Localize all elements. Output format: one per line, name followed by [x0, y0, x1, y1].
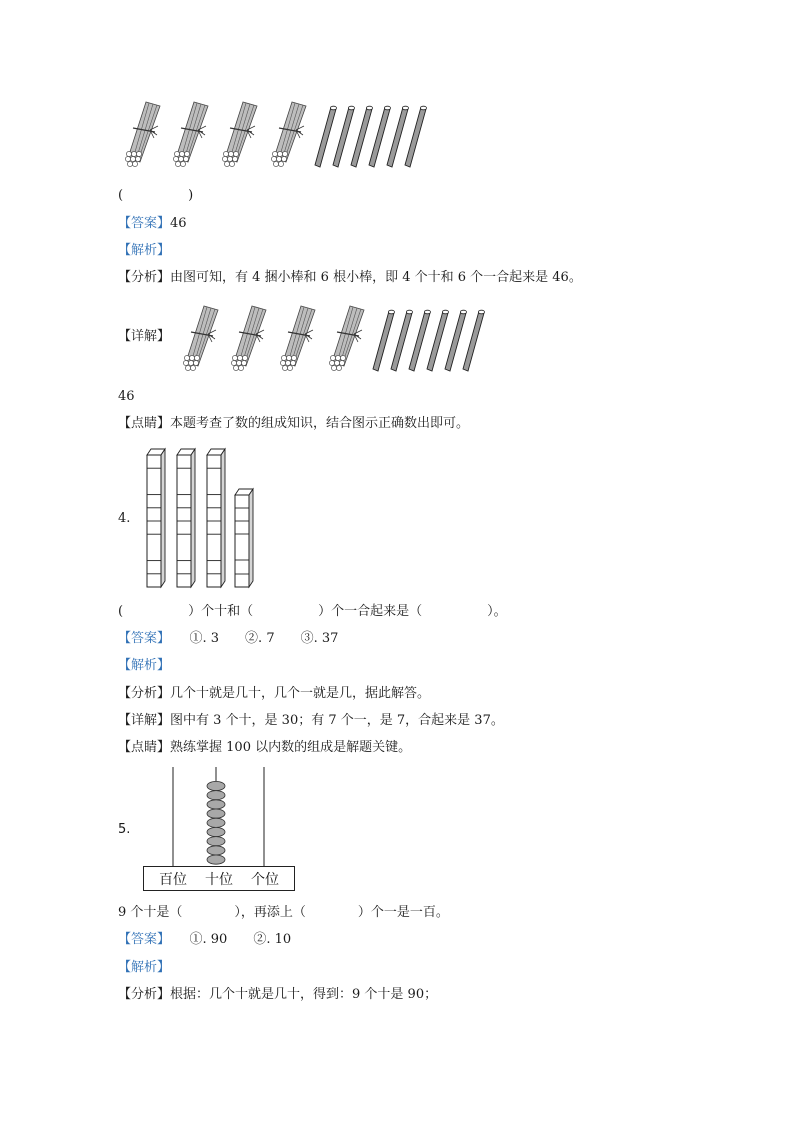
- q4-xiangjie: [118, 713, 504, 729]
- answer-value: ①. 3 ②. 7 ③. 37: [163, 631, 339, 646]
- q4-answer: [118, 631, 338, 647]
- fenxi-label: 【分析】: [118, 987, 171, 1002]
- q5-prompt: 9 个十是（ ），再添上（ ）个一是一百。: [118, 905, 449, 920]
- q3-xiangjie-label: 【详解】: [118, 329, 171, 344]
- q5-fenxi: [118, 987, 437, 1003]
- place-tens: 十位: [205, 871, 233, 888]
- sticks-figure-q3: [120, 96, 440, 171]
- fenxi-label: 【分析】: [118, 686, 171, 701]
- answer-label: 【答案】: [118, 932, 164, 947]
- dianjing-label: 【点睛】: [118, 416, 171, 431]
- q3-dianjing: [118, 416, 469, 432]
- q3-answer: [118, 216, 187, 232]
- answer-value: ①. 90 ②. 10: [163, 932, 292, 947]
- fenxi-label: 【分析】: [118, 270, 171, 285]
- q3-analysis-label: 【解析】: [118, 243, 171, 258]
- q3-blank: ( ): [118, 188, 194, 203]
- abacus-figure: [143, 765, 295, 867]
- answer-label: 【答案】: [118, 631, 164, 646]
- dianjing-text: 本题考查了数的组成知识，结合图示正确数出即可。: [170, 416, 470, 431]
- place-hundreds: 百位: [159, 871, 187, 888]
- dianjing-label: 【点睛】: [118, 740, 171, 755]
- q5-number: 5.: [118, 822, 131, 837]
- sticks-figure-q3-detail: [178, 300, 498, 375]
- abacus-place-labels: [143, 866, 295, 891]
- dianjing-text: 熟练掌握 100 以内数的组成是解题关键。: [170, 740, 412, 755]
- q4-number: 4.: [118, 511, 131, 526]
- q5-analysis-label: 【解析】: [118, 960, 171, 975]
- q4-analysis-label: 【解析】: [118, 658, 171, 673]
- xiangjie-text: 图中有 3 个十，是 30；有 7 个一，是 7，合起来是 37。: [170, 713, 504, 728]
- q4-fenxi: [118, 686, 430, 702]
- answer-label: 【答案】: [118, 216, 171, 231]
- q3-fenxi: [118, 270, 582, 286]
- ten-rods-figure: [145, 447, 265, 592]
- q4-prompt: ( ）个十和（ ）个一合起来是（ ）。: [118, 604, 507, 619]
- xiangjie-label: 【详解】: [118, 713, 171, 728]
- answer-value: 46: [170, 216, 187, 231]
- fenxi-text: 几个十就是几十，几个一就是几，据此解答。: [170, 686, 431, 701]
- q5-answer: [118, 932, 291, 948]
- q3-xiangjie-value: 46: [118, 389, 135, 404]
- fenxi-text: 由图可知，有 4 捆小棒和 6 根小棒，即 4 个十和 6 个一合起来是 46。: [170, 270, 582, 285]
- q4-dianjing: [118, 740, 411, 756]
- fenxi-text: 根据：几个十就是几十，得到：9 个十是 90；: [170, 987, 438, 1002]
- place-ones: 个位: [251, 871, 279, 888]
